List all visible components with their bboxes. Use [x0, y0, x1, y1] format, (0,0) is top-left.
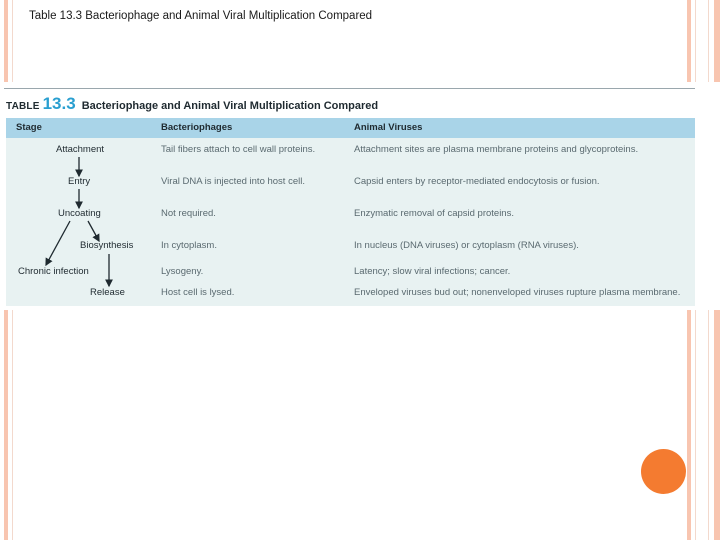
stage-attachment: Attachment	[56, 144, 105, 155]
cell-phage-uncoating: Not required.	[161, 208, 216, 219]
table-title: Bacteriophage and Animal Viral Multiplication Compared	[81, 100, 379, 112]
table-number: 13.3	[42, 94, 76, 113]
decorative-bar	[687, 0, 691, 82]
decorative-line	[695, 310, 696, 540]
decorative-bar	[687, 310, 691, 540]
decorative-circle	[641, 449, 686, 494]
decorative-bar	[4, 310, 8, 540]
cell-animal-chronic: Latency; slow viral infections; cancer.	[354, 266, 511, 277]
slide-title: Table 13.3 Bacteriophage and Animal Viral Multiplication Compared	[29, 10, 373, 22]
cell-animal-release: Enveloped viruses bud out; nonenveloped viruses rupture plasma membrane.	[354, 287, 681, 298]
table-body	[6, 138, 695, 306]
stage-biosynthesis: Biosynthesis	[80, 240, 134, 251]
cell-animal-biosynthesis: In nucleus (DNA viruses) or cytoplasm (RNA viruses).	[354, 240, 579, 251]
table-caption	[6, 94, 378, 114]
cell-phage-entry: Viral DNA is injected into host cell.	[161, 176, 305, 187]
table-label: TABLE	[6, 101, 40, 112]
stage-uncoating: Uncoating	[58, 208, 101, 219]
decorative-line	[695, 0, 696, 82]
stage-release: Release	[90, 287, 125, 298]
decorative-bar	[4, 0, 8, 82]
stage-chronic-infection: Chronic infection	[18, 266, 89, 277]
stage-entry: Entry	[68, 176, 91, 187]
decorative-line	[708, 310, 709, 540]
decorative-bar	[714, 0, 720, 82]
cell-phage-biosynthesis: In cytoplasm.	[161, 240, 217, 251]
cell-animal-entry: Capsid enters by receptor-mediated endocytosis or fusion.	[354, 176, 600, 187]
table-header-row	[6, 118, 695, 138]
stage-flow-diagram	[6, 138, 166, 306]
cell-phage-attachment: Tail fibers attach to cell wall proteins.	[161, 144, 316, 155]
header-stage: Stage	[16, 122, 42, 133]
decorative-line	[12, 0, 13, 82]
header-animal-viruses: Animal Viruses	[354, 122, 423, 133]
header-bacteriophages: Bacteriophages	[161, 122, 233, 133]
arrow-uncoating-chronic	[46, 221, 70, 265]
cell-animal-attachment: Attachment sites are plasma membrane proteins and glycoproteins.	[354, 144, 639, 155]
cell-animal-uncoating: Enzymatic removal of capsid proteins.	[354, 208, 514, 219]
table-top-rule	[4, 88, 695, 89]
decorative-bar	[714, 310, 720, 540]
decorative-line	[708, 0, 709, 82]
arrow-uncoating-biosynthesis	[88, 221, 99, 241]
decorative-line	[12, 310, 13, 540]
cell-phage-release: Host cell is lysed.	[161, 287, 235, 298]
cell-phage-chronic: Lysogeny.	[161, 266, 204, 277]
comparison-table	[4, 88, 695, 308]
